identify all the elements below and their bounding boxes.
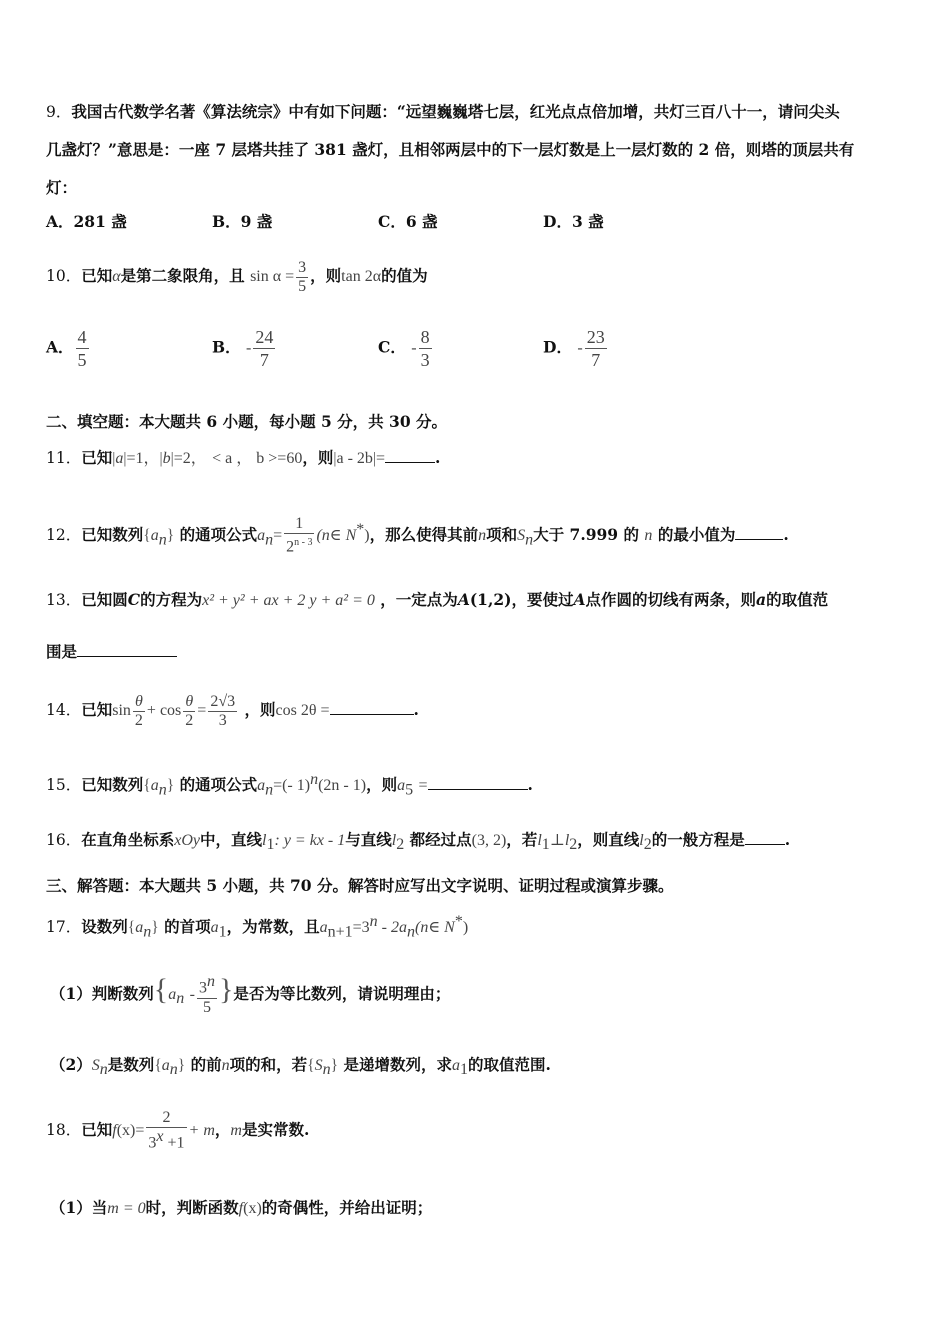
q15-answer-blank[interactable]: [428, 775, 528, 790]
q10-stem: 10．已知α是第二象限角，且 sin α = $\frac{3}{5}$ ，则tan 2α的值为: [46, 258, 428, 295]
q9-line2: 几盏灯？”意思是：一座 7 层塔共挂了 381 盏灯，且相邻两层中的下一层灯数是上一层灯数的 2 倍，则塔的顶层共有: [46, 140, 855, 159]
q9-option-b[interactable]: B．9 盏: [212, 212, 273, 231]
q9-option-d[interactable]: D．3 盏: [543, 212, 604, 231]
q18-part1: （1）当m = 0时，判断函数f(x)的奇偶性，并给出证明；: [50, 1198, 433, 1217]
q10-option-a[interactable]: A． $\frac{4}{5}$: [46, 327, 87, 370]
q18-stem: 18．已知f(x)= $\frac{2}{3^x +1}$ + m，m是实常数.: [46, 1109, 310, 1152]
q16-answer-blank[interactable]: [745, 830, 785, 845]
q13-line2: 围是: [46, 642, 177, 662]
q14-stem: 14．已知sin $\frac{\theta}{2}$ + cos $\frac{\theta}{2}$ = $\frac{2√3}{3}$ ，则cos 2θ = .: [46, 692, 419, 729]
q15-stem: 15．已知数列$\{a_n\}$ 的通项公式$a_n=(-$ 1)$^n$(2n - 1)，则$a_5$ = .: [46, 771, 533, 799]
q12-fraction: $\frac{1}{2^{n - 3}}$: [286, 515, 313, 556]
q11-answer-blank[interactable]: [385, 448, 435, 463]
q13-answer-blank[interactable]: [77, 642, 177, 657]
q17-part2: $(2)S_n$是数列$\{a_n\}$ 的前n项的和，若$\{S_n\}$ 是递增数列，求$a_1$的取值范围.: [50, 1055, 551, 1079]
section-3-heading: 三、解答题：本大题共 5 小题，共 70 分。解答时应写出文字说明、证明过程或演算步骤。: [46, 876, 674, 895]
q14-answer-blank[interactable]: [330, 700, 414, 715]
q16-stem: 16．在直角坐标系xOy中，直线$l_1$: y = kx - 1与直线$l_2$ 都经过点(3, 2)，若$l_1\perp l_2$，则直线$l_2$的一般方程是 .: [46, 830, 791, 854]
q9-line3: 灯：: [46, 178, 78, 197]
q17-part1: （1）判断数列{$a_n$ - $\frac{3^n}{5}$ }是否为等比数列，请说明理由；: [50, 973, 451, 1016]
q9-option-a[interactable]: A．281 盏: [46, 212, 127, 231]
section-2-heading: 二、填空题：本大题共 6 小题，每小题 5 分，共 30 分。: [46, 412, 448, 431]
q11-stem: 11．已知|a|=1，|b|=2， < a ， b >=60，则|a - 2b|= .: [46, 448, 441, 467]
q9-line1: 9．我国古代数学名著《算法统宗》中有如下问题：“远望巍巍塔七层，红光点点倍加增，共灯三百八十一，请问尖头: [46, 102, 840, 121]
q10-option-c[interactable]: C． - $\frac{8}{3}$: [378, 327, 430, 370]
q12-answer-blank[interactable]: [735, 525, 783, 540]
q13-stem: 13．已知圆C的方程为x² + y² + ax + 2 y + a² = 0 ，一定点为A(1,2)，要使过A点作圆的切线有两条，则a的取值范: [46, 590, 829, 609]
q9-option-c[interactable]: C．6 盏: [378, 212, 438, 231]
q10-option-b[interactable]: B． - $\frac{24}{7}$: [212, 327, 274, 370]
q17-stem: 17．设数列$\{a_n\}$ 的首项$a_1$，为常数，且$a_{n+1}=3^n$ - $2a_n(n\in$ N*): [46, 913, 469, 941]
q10-option-d[interactable]: D． - $\frac{23}{7}$: [543, 327, 605, 370]
q10-sin-fraction: $\frac{3}{5}$: [298, 258, 307, 295]
q12-stem: 12．已知数列$\{a_n\}$ 的通项公式$a_n=$ $\frac{1}{2^{n - 3}}$ (n∈ N*)，那么使得其前n项和$S_n$大于 7.999 的 n 的最小值为 .: [46, 515, 789, 556]
